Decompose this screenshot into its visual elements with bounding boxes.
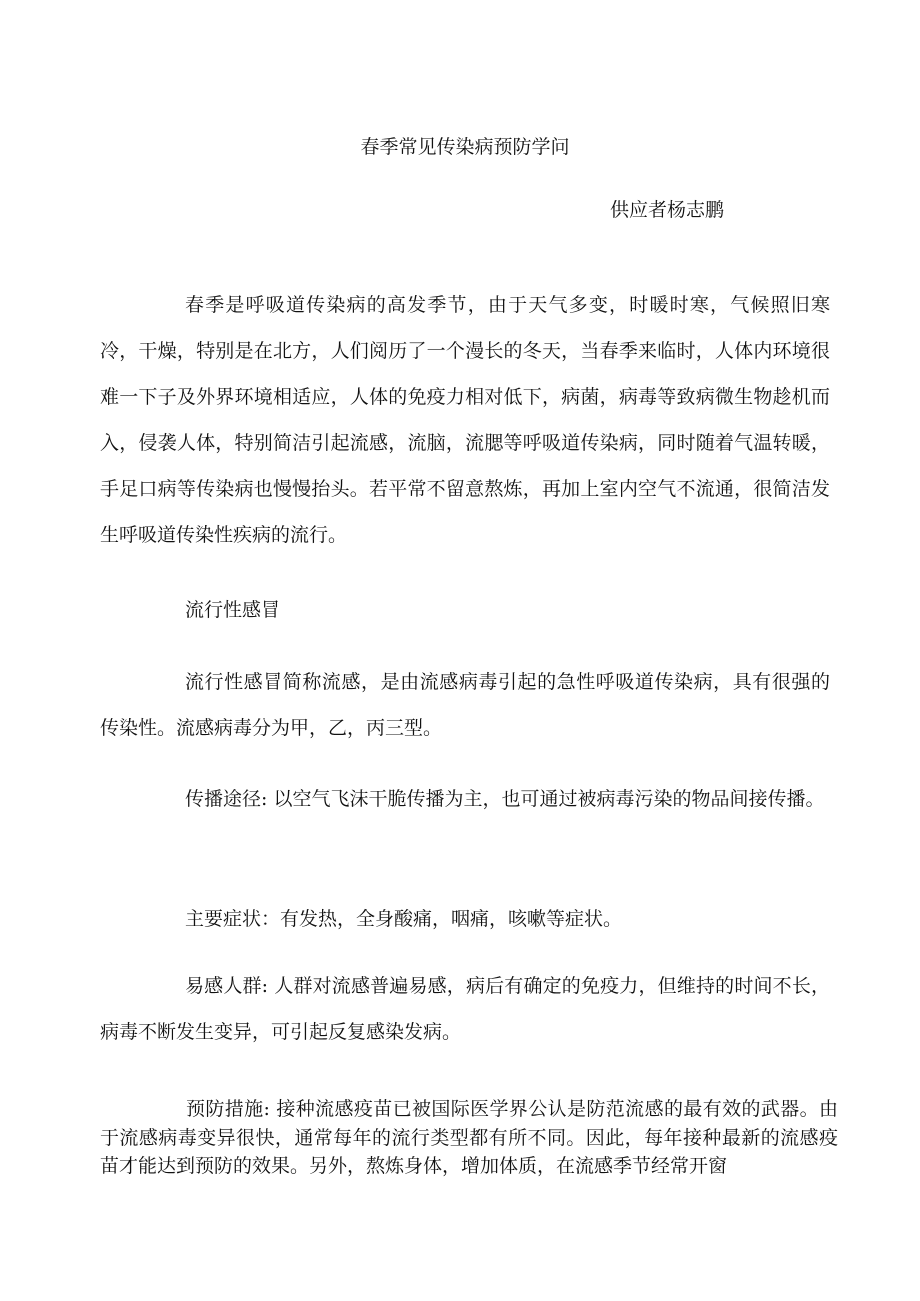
transmission-paragraph: 传播途径: 以空气飞沫干脆传播为主，也可通过被病毒污染的物品间接传播。: [185, 788, 825, 810]
susceptible-paragraph: 易感人群: 人群对流感普遍易感，病后有确定的免疫力，但维持的时间不长，病毒不断发生变异，可引起反复感染发病。: [100, 975, 830, 1043]
intro-paragraph: 春季是呼吸道传染病的高发季节，由于天气多变，时暖时寒，气候照旧寒冷，干燥，特别是在北方，人们阅历了一个漫长的冬天，当春季来临时，人体内环境很难一下子及外界环境相适应，人体的免疫力相对低下，病菌，病毒等致病微生物趁机而入，侵袭人体，特别简洁引起流感，流脑，流腮等呼吸道传染病，同时随着气温转暖，手足口病等传染病也慢慢抬头。若平常不留意熬炼，再加上室内空气不流通，很简洁发生呼吸道传染性疾病的流行。: [100, 294, 830, 546]
definition-paragraph: 流行性感冒简称流感，是由流感病毒引起的急性呼吸道传染病，具有很强的传染性。流感病毒分为甲，乙，丙三型。: [100, 671, 830, 739]
prevention-paragraph: 预防措施: 接种流感疫苗已被国际医学界公认是防范流感的最有效的武器。由于流感病毒变异很快，通常每年的流行类型都有所不同。因此，每年接种最新的流感疫苗才能达到预防的效果。另外，熬炼身体，增加体质，在流感季节经常开窗: [100, 1098, 838, 1177]
section-heading: 流行性感冒: [185, 599, 281, 621]
document-title: 春季常见传染病预防学问: [360, 136, 570, 158]
symptoms-paragraph: 主要症状：有发热，全身酸痛，咽痛，咳嗽等症状。: [185, 908, 623, 930]
author-line: 供应者杨志鹏: [610, 199, 725, 221]
